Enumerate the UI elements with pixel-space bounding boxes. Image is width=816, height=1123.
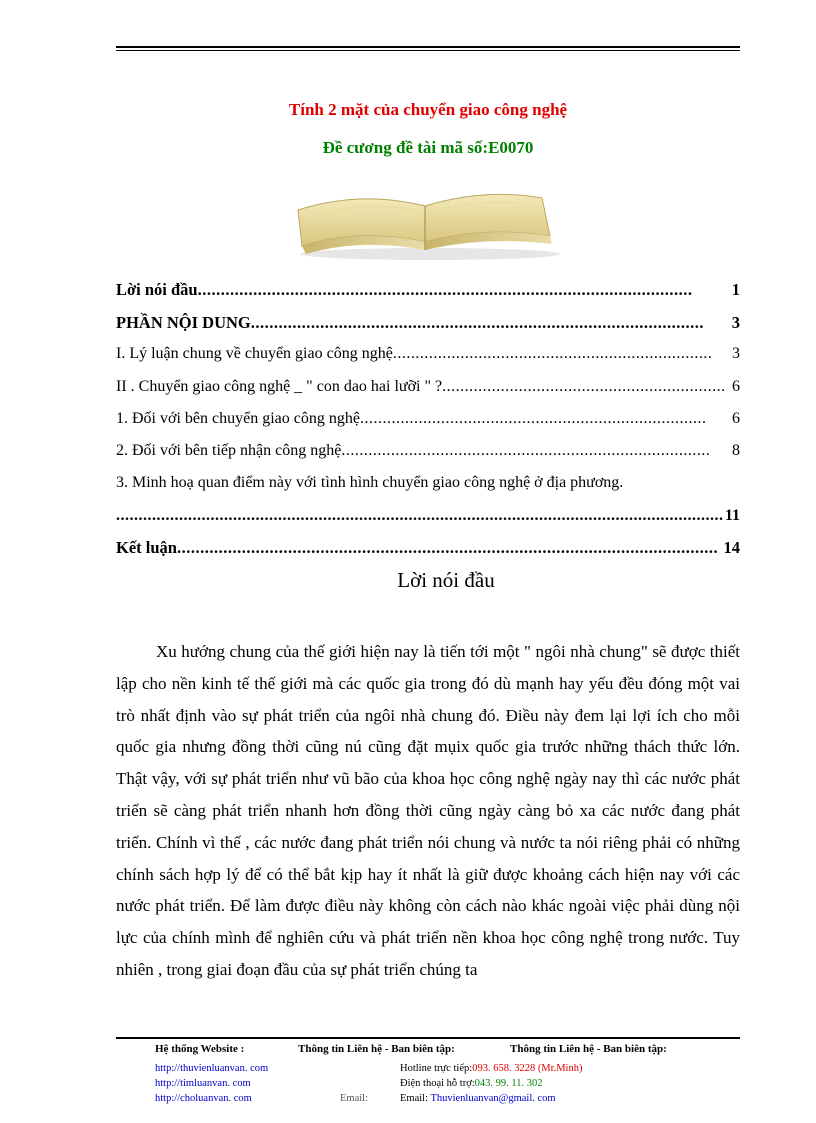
- toc-item-label: 1. Đối với bên chuyển giao công nghệ: [116, 410, 360, 427]
- toc-item-page: 3: [732, 345, 740, 362]
- toc-item-local-page[interactable]: [116, 507, 740, 525]
- footer-phone-label: Điện thoại hỗ trợ:: [400, 1078, 475, 1089]
- toc-item-label: II . Chuyển giao công nghệ _ " con dao hai lưỡi " ?: [116, 378, 443, 395]
- footer-rule: [116, 1037, 740, 1039]
- toc-item-leader: .......................................................................: [392, 345, 713, 362]
- toc-item-page: 1: [731, 280, 740, 299]
- document-title: Tính 2 mặt của chuyển giao công nghệ: [288, 100, 568, 119]
- toc-item-leader: ...........................................................................................................: [197, 280, 693, 299]
- footer-hotline: [400, 1063, 582, 1074]
- section-heading: Lời nói đầu: [397, 568, 495, 592]
- toc-item-local[interactable]: [116, 474, 740, 492]
- header-rule: [116, 46, 740, 48]
- footer-email-label-left: Email:: [340, 1093, 368, 1104]
- toc-item-leader: .............................................................................: [359, 410, 707, 427]
- toc-item-leader: .......................................................................................................................................: [116, 507, 724, 524]
- toc-item-page: 14: [723, 538, 740, 557]
- document-subtitle: Đề cương đề tài mã số:E0070: [322, 138, 534, 157]
- toc-item-double-edge[interactable]: [116, 378, 740, 396]
- toc-item-label: Kết luận: [116, 538, 177, 557]
- footer-phone-value[interactable]: 043. 99. 11. 302: [474, 1078, 543, 1089]
- toc-item-page: 3: [731, 313, 740, 332]
- toc-item-page: 6: [732, 410, 740, 427]
- open-book-icon: [280, 180, 570, 262]
- footer-link-timluanvan[interactable]: http://timluanvan. com: [155, 1078, 251, 1089]
- toc-item-page: 11: [724, 507, 740, 524]
- toc-item-label: 2. Đối với bên tiếp nhận công nghệ: [116, 442, 342, 459]
- toc-item-intro[interactable]: [116, 280, 740, 300]
- footer-link-choluanvan[interactable]: http://choluanvan. com: [155, 1093, 252, 1104]
- footer-contact-title-2: Thông tin Liên hệ - Ban biên tập:: [510, 1043, 667, 1055]
- footer-email: [400, 1093, 556, 1104]
- toc-item-label: I. Lý luận chung về chuyển giao công nghệ: [116, 345, 393, 362]
- toc-item-transferor[interactable]: [116, 410, 740, 428]
- footer-hotline-value[interactable]: 093. 658. 3228 (Mr.Minh): [472, 1063, 583, 1074]
- footer-email-label: Email:: [400, 1093, 428, 1104]
- footer-contact-title: Thông tin Liên hệ - Ban biên tập:: [298, 1043, 455, 1055]
- toc-item-page: 6: [732, 378, 740, 395]
- body-paragraph: Xu hướng chung của thế giới hiện nay là tiến tới một " ngôi nhà chung" sẽ được thiết lập cho nền kinh tế thế giới mà các quốc gia trong đó dù mạnh hay yếu đều đóng một vai trò nhất định vào sự phát triển của ngôi nhà chung đó. Điều này đem lại lợi ích cho mỗi quốc gia nhưng đồng thời cũng nú cũng đặt mụix quốc gia trước những thách thức lớn. Thật vậy, với sự phát triển như vũ bão của khoa học công nghệ ngày nay thì các nước phát triển sẽ càng phát triển nhanh hơn đồng thời cũng ngày càng bỏ xa các nước đang phát triển. Chính vì thế , các nước đang phát triển nói chung và nước ta nói riêng phải có những chính sách hợp lý để có thể bắt kịp hay ít nhất là giữ được khoảng cách hiện nay với các nước phát triển. Để làm được điều này không còn cách nào khác ngoài việc phải dùng nội lực của chính mình để nghiên cứu và phát triển nền khoa học công nghệ trong nước. Tuy nhiên , trong giai đoạn đầu của sự phát triển chúng ta: [116, 642, 740, 979]
- footer-email-value[interactable]: Thuvienluanvan@gmail. com: [430, 1093, 556, 1104]
- toc-item-leader: ..................................................................................................: [250, 313, 704, 332]
- toc-item-label: Lời nói đầu: [116, 280, 198, 299]
- toc-item-transferee[interactable]: [116, 442, 740, 460]
- toc-item-label: 3. Minh hoạ quan điểm này với tình hình chuyển giao công nghệ ở địa phương.: [116, 474, 624, 491]
- toc-item-leader: .....................................................................................................................: [176, 538, 719, 557]
- toc-item-content[interactable]: [116, 313, 740, 333]
- footer-phone: [400, 1078, 543, 1089]
- toc-item-leader: ...............................................................: [442, 378, 726, 395]
- toc-item-label: PHẦN NỘI DUNG: [116, 313, 251, 332]
- footer-websites-title: Hệ thống Website :: [155, 1043, 245, 1055]
- toc-item-theory[interactable]: [116, 345, 740, 363]
- toc-item-conclusion[interactable]: [116, 538, 740, 558]
- footer-hotline-label: Hotline trực tiếp:: [400, 1063, 473, 1074]
- header-rule-thin: [116, 50, 740, 51]
- toc-item-page: 8: [732, 442, 740, 459]
- footer-link-thuvienluanvan[interactable]: http://thuvienluanvan. com: [155, 1063, 269, 1074]
- toc-item-leader: ..................................................................................: [341, 442, 711, 459]
